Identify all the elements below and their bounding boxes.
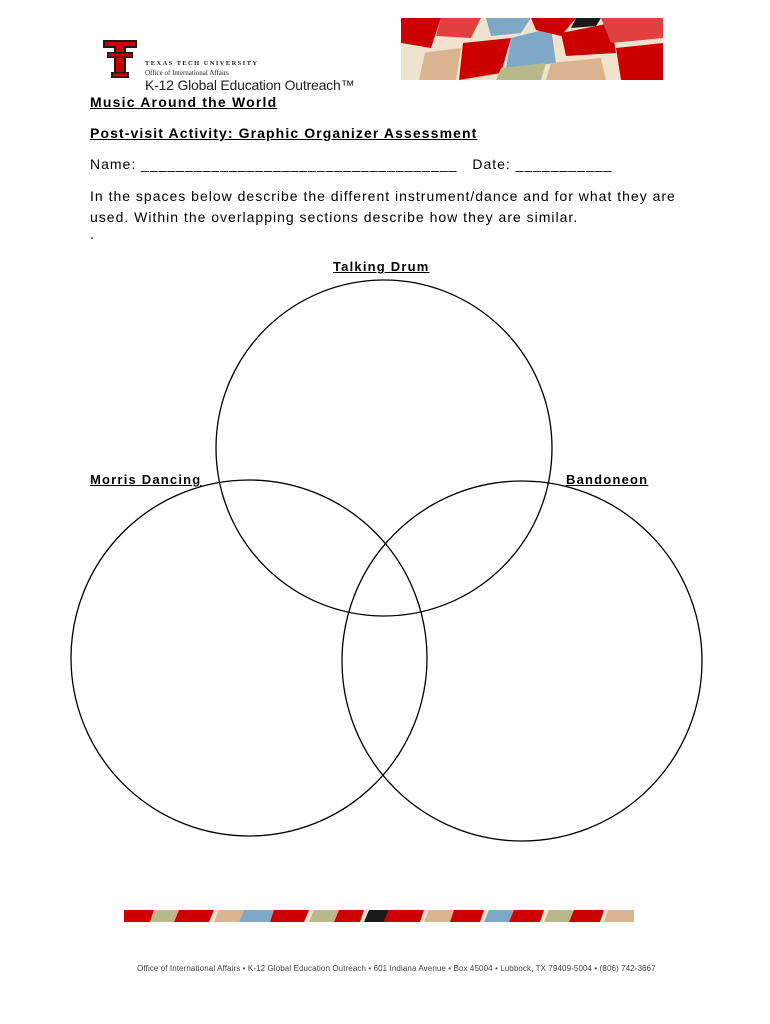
org-university-name: TEXAS TECH UNIVERSITY	[145, 60, 259, 67]
name-field[interactable]: Name: ____________________________________	[90, 156, 458, 172]
worksheet-title: Music Around the World	[90, 94, 278, 110]
instructions-text: In the spaces below describe the different instrument/dance and for what they are used. Within the overlapping sections describe how they are similar.	[90, 188, 676, 225]
venn-label-right: Bandoneon	[566, 472, 649, 487]
venn-label-left: Morris Dancing	[90, 472, 202, 487]
trailing-period: .	[90, 226, 94, 242]
venn-circle-left[interactable]	[71, 480, 427, 836]
worksheet-subtitle: Post-visit Activity: Graphic Organizer Assessment	[90, 125, 478, 141]
org-office-name: Office of International Affairs	[145, 69, 229, 77]
venn-label-top: Talking Drum	[333, 259, 430, 274]
org-program-name: K-12 Global Education Outreach™	[145, 77, 355, 93]
date-field[interactable]: Date: ___________	[472, 156, 613, 172]
footer-decorative-bar	[124, 910, 634, 922]
footer-address: Office of International Affairs • K-12 Global Education Outreach • 601 Indiana Avenue • Box 45004 • Lubbock, TX 79409-5004 • (806) 742-3667	[137, 964, 656, 973]
venn-circle-right[interactable]	[342, 481, 702, 841]
venn-circle-top[interactable]	[216, 280, 552, 616]
